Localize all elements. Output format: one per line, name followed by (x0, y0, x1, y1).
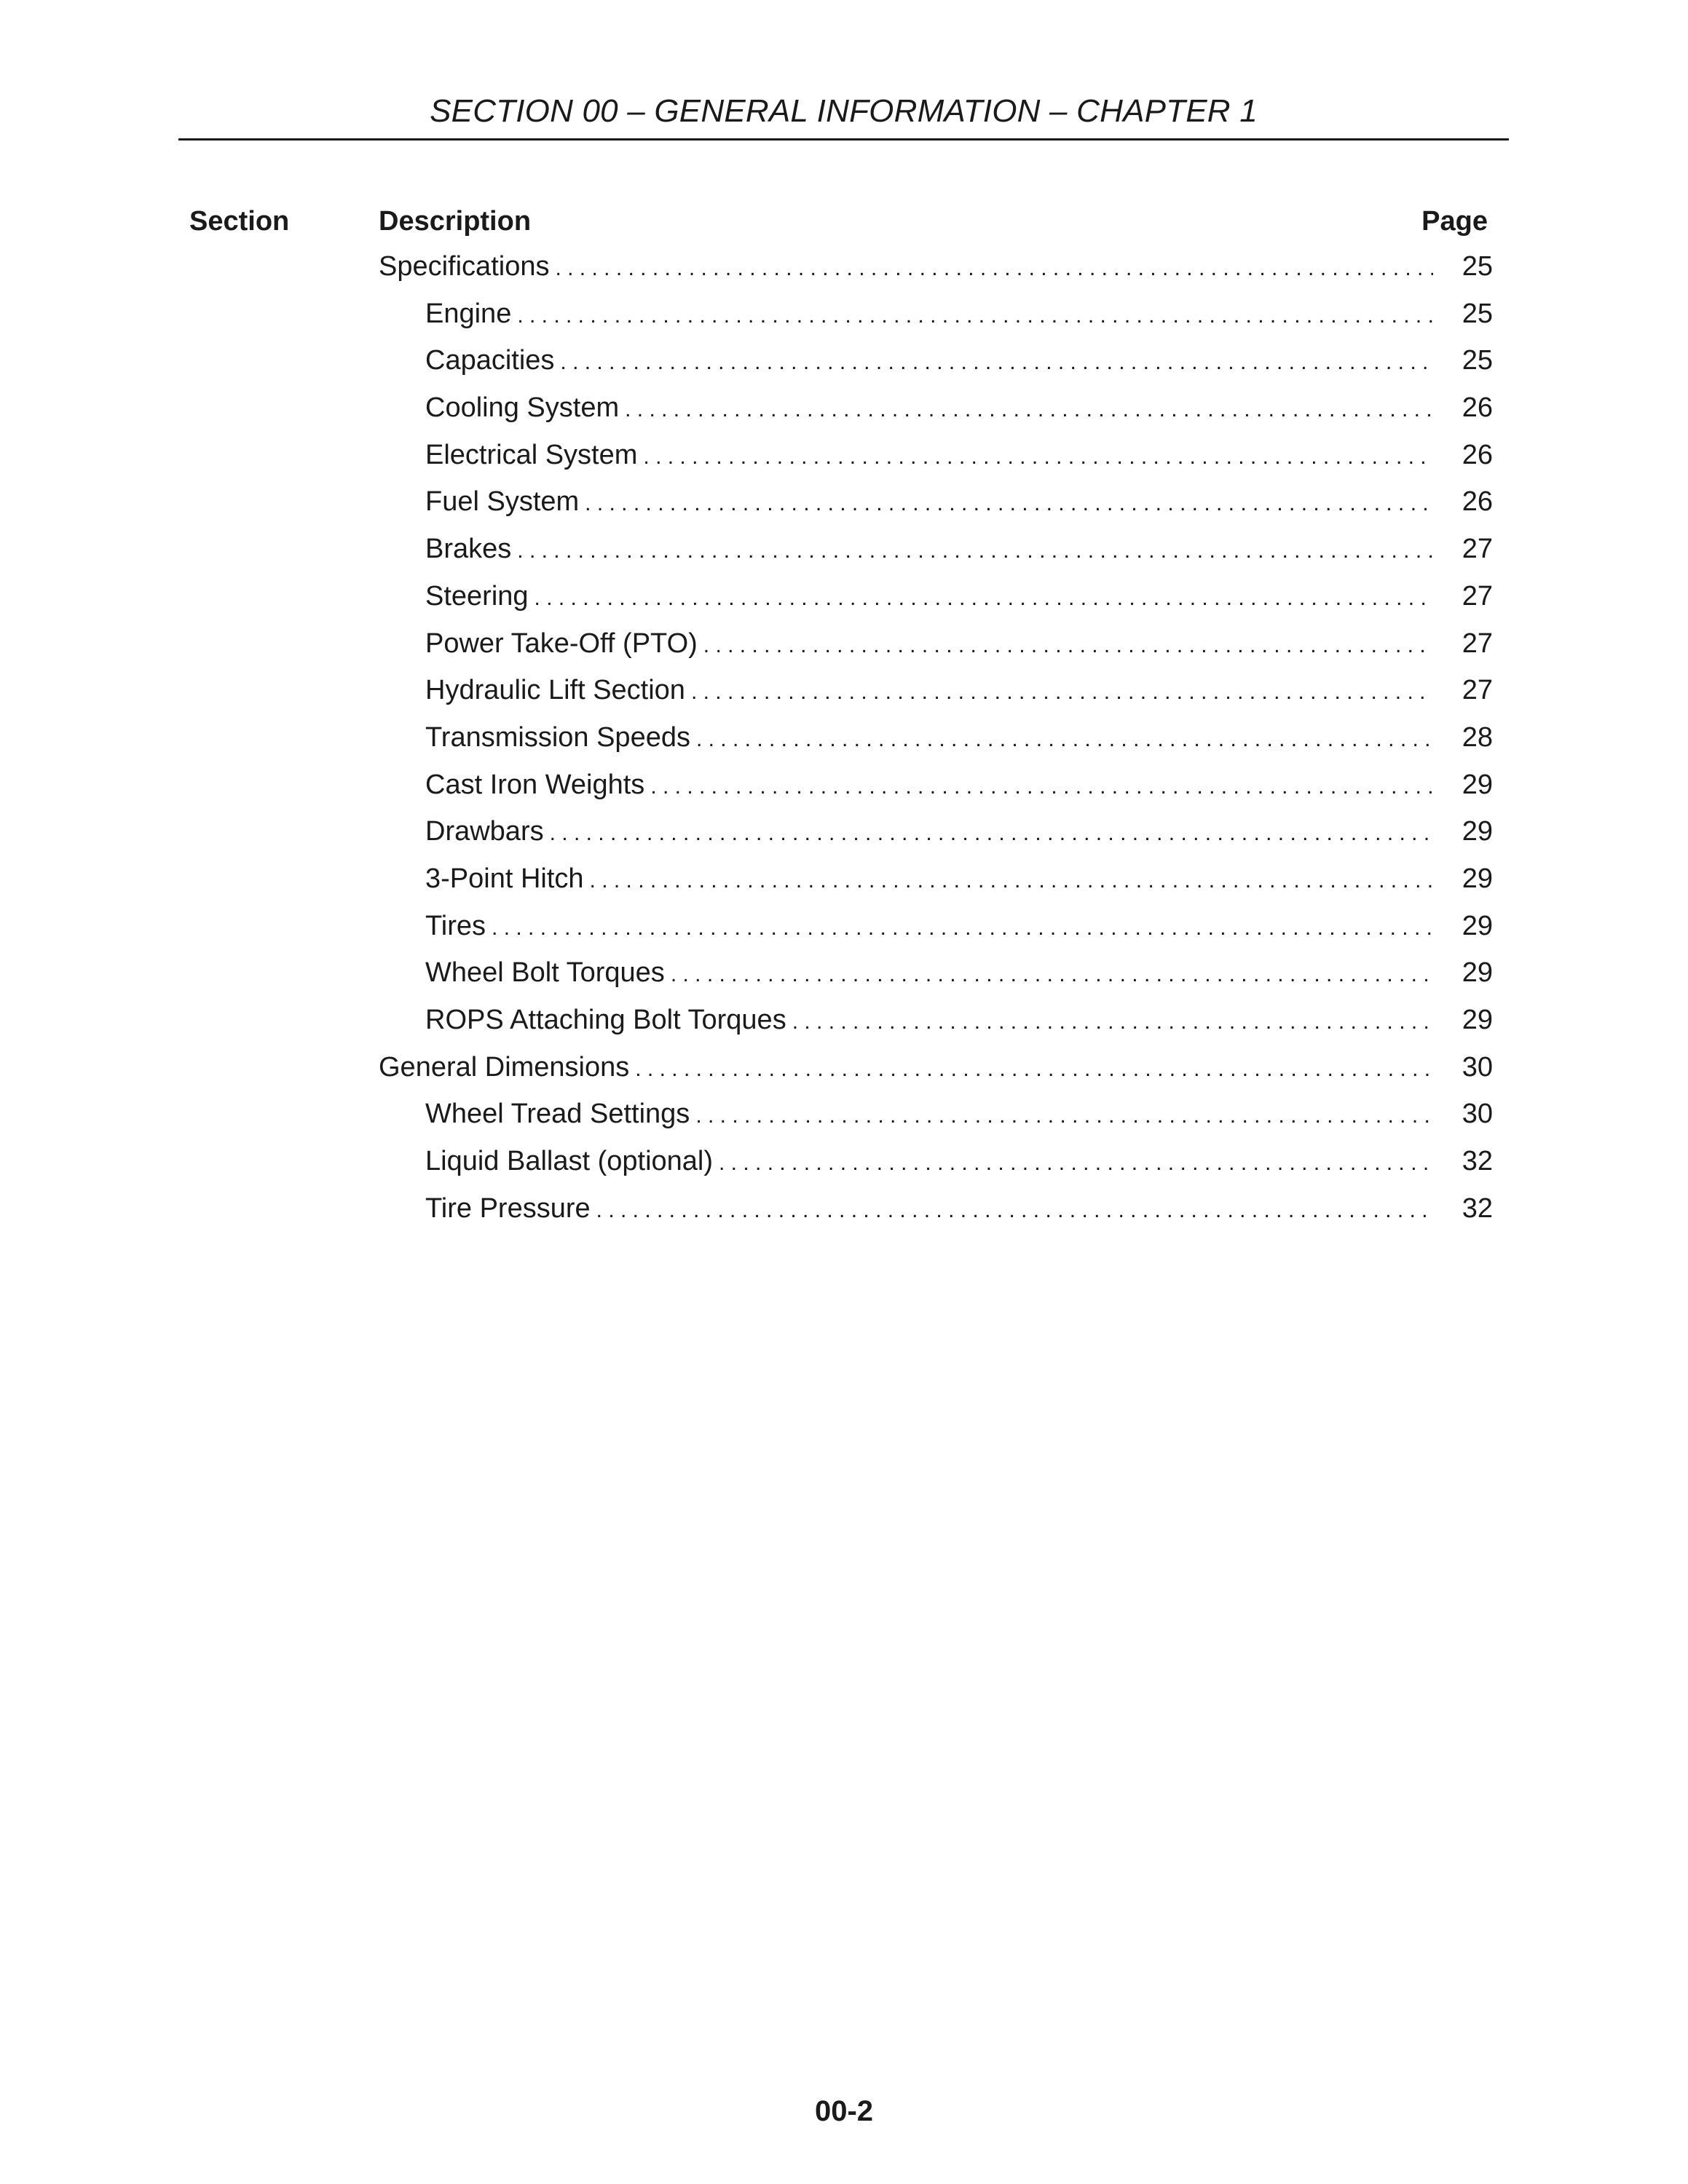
toc-entry-title: 3-Point Hitch (425, 863, 584, 894)
toc-entry-title: Tire Pressure (425, 1192, 591, 1224)
header-divider (178, 138, 1509, 141)
toc-entry-title: Liquid Ballast (optional) (425, 1146, 714, 1177)
toc-entry[interactable] (379, 1096, 1493, 1144)
toc-entry[interactable] (379, 1050, 1493, 1097)
toc-entry[interactable] (379, 673, 1493, 720)
toc-entry[interactable] (379, 343, 1493, 390)
toc-entry-page: 29 (1462, 816, 1493, 847)
dot-leader (560, 345, 1433, 380)
dot-leader (625, 392, 1433, 427)
dot-leader (492, 911, 1433, 946)
toc-entry-title: Specifications (379, 251, 550, 282)
toc-entry-title: Fuel System (425, 486, 580, 518)
toc-entry-title: Cast Iron Weights (425, 769, 645, 800)
toc-entry-page: 30 (1462, 1099, 1493, 1130)
toc-entry-page: 26 (1462, 439, 1493, 470)
toc-entry[interactable] (379, 909, 1493, 956)
toc-entry[interactable] (379, 955, 1493, 1002)
dot-leader (703, 628, 1433, 663)
dot-leader (719, 1146, 1433, 1181)
dot-leader (792, 1005, 1433, 1040)
toc-entry-page: 27 (1462, 534, 1493, 565)
toc-entry-page: 26 (1462, 486, 1493, 518)
toc-entry-page: 29 (1462, 1005, 1493, 1035)
toc-entry-page: 27 (1462, 580, 1493, 612)
toc-entry-page: 32 (1462, 1146, 1493, 1177)
toc-entry-page: 27 (1462, 628, 1493, 659)
section-column-header: Section (189, 206, 290, 237)
dot-leader (650, 769, 1433, 804)
dot-leader (691, 675, 1433, 710)
dot-leader (517, 298, 1433, 333)
toc-entry-title: Wheel Tread Settings (425, 1099, 690, 1130)
dot-leader (517, 534, 1433, 569)
toc-entry-page: 32 (1462, 1192, 1493, 1224)
toc-entry-title: Transmission Speeds (425, 721, 690, 753)
toc-entry[interactable] (379, 861, 1493, 909)
toc-entry[interactable] (379, 767, 1493, 815)
toc-entry-page: 25 (1462, 298, 1493, 329)
toc-entry-title: Electrical System (425, 439, 638, 470)
toc-entry-title: Drawbars (425, 816, 544, 847)
dot-leader (590, 863, 1433, 898)
toc-entry-title: Engine (425, 298, 512, 329)
toc-entry-page: 26 (1462, 392, 1493, 424)
toc-entry-title: ROPS Attaching Bolt Torques (425, 1005, 786, 1035)
toc-entry[interactable] (379, 1191, 1493, 1238)
table-of-contents (379, 249, 1493, 1238)
toc-entry-title: Hydraulic Lift Section (425, 675, 685, 706)
dot-leader (535, 581, 1433, 616)
dot-leader (671, 957, 1433, 992)
toc-entry[interactable] (379, 1144, 1493, 1191)
dot-leader (596, 1193, 1433, 1228)
toc-entry[interactable] (379, 814, 1493, 861)
page-number: 00-2 (814, 2095, 874, 2127)
toc-entry[interactable] (379, 1002, 1493, 1050)
toc-entry-page: 29 (1462, 957, 1493, 989)
description-column-header: Description (379, 206, 532, 237)
dot-leader (585, 486, 1433, 521)
toc-entry-page: 30 (1462, 1051, 1493, 1083)
dot-leader (555, 251, 1433, 286)
toc-entry[interactable] (379, 438, 1493, 485)
toc-entry[interactable] (379, 296, 1493, 344)
toc-entry[interactable] (379, 249, 1493, 296)
toc-entry[interactable] (379, 484, 1493, 531)
toc-entry[interactable] (379, 720, 1493, 767)
page-title: SECTION 00 – GENERAL INFORMATION – CHAPTER 1 (430, 93, 1258, 129)
toc-entry-page: 28 (1462, 721, 1493, 753)
toc-entry-title: Tires (425, 910, 486, 941)
toc-entry-title: Steering (425, 580, 529, 612)
toc-entry[interactable] (379, 531, 1493, 579)
toc-entry[interactable] (379, 579, 1493, 626)
page-column-header: Page (1421, 206, 1488, 237)
toc-entry-page: 29 (1462, 863, 1493, 894)
toc-entry-title: Power Take-Off (PTO) (425, 628, 698, 659)
toc-entry[interactable] (379, 626, 1493, 673)
toc-entry-page: 25 (1462, 345, 1493, 376)
dot-leader (635, 1052, 1433, 1087)
toc-entry-page: 29 (1462, 769, 1493, 800)
dot-leader (695, 1099, 1433, 1133)
toc-entry-title: Capacities (425, 345, 555, 376)
toc-entry[interactable] (379, 390, 1493, 438)
dot-leader (643, 440, 1433, 475)
dot-leader (550, 816, 1433, 851)
toc-entry-page: 27 (1462, 675, 1493, 706)
toc-entry-title: Wheel Bolt Torques (425, 957, 665, 989)
dot-leader (696, 722, 1433, 757)
toc-entry-title: Brakes (425, 534, 512, 565)
toc-entry-page: 29 (1462, 910, 1493, 941)
toc-entry-title: Cooling System (425, 392, 620, 424)
toc-entry-page: 25 (1462, 251, 1493, 282)
toc-entry-title: General Dimensions (379, 1051, 630, 1083)
